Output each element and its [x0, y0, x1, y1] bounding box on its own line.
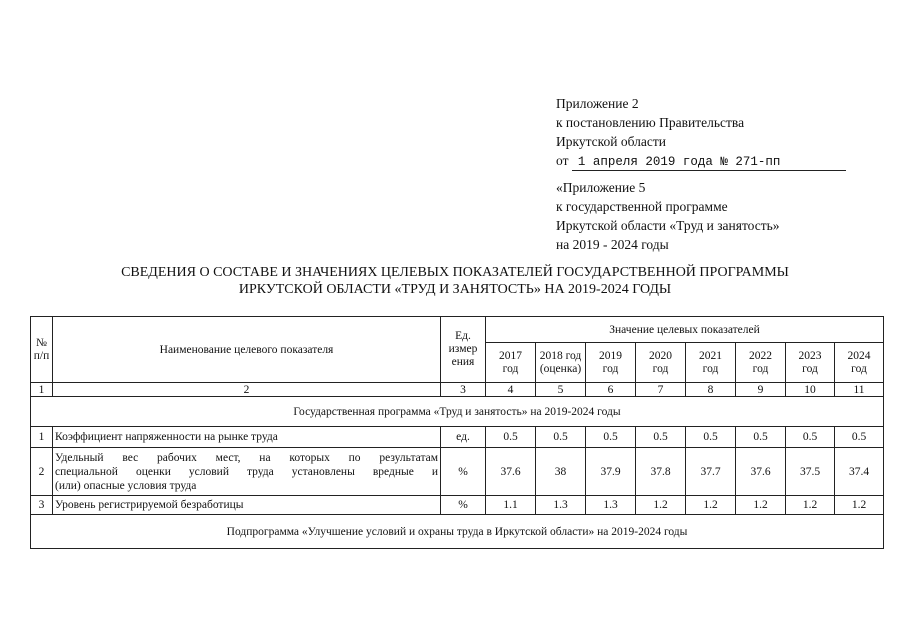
indicator-name: Коэффициент напряженности на рынке труда [53, 427, 441, 448]
annex-2-line: к постановлению Правительства [556, 115, 745, 130]
annex-2-block [556, 94, 846, 171]
value-cell: 37.7 [686, 448, 736, 496]
header-year: 2024 год [835, 343, 884, 383]
column-number: 3 [441, 383, 486, 397]
row-number: 1 [31, 427, 53, 448]
subprogram-section-title: Подпрограмма «Улучшение условий и охраны труда в Иркутской области» на 2019-2024 годы [31, 515, 884, 549]
annex-5-block [556, 178, 780, 254]
resolution-date-line [556, 151, 846, 171]
section-row [31, 397, 884, 427]
column-number: 11 [835, 383, 884, 397]
column-number: 4 [486, 383, 536, 397]
value-cell: 37.8 [636, 448, 686, 496]
annex-5-line: к государственной программе [556, 199, 728, 214]
value-cell: 1.2 [636, 496, 686, 515]
annex-5-line: на 2019 - 2024 годы [556, 237, 669, 252]
title-line: ИРКУТСКОЙ ОБЛАСТИ «ТРУД И ЗАНЯТОСТЬ» НА 2019-2024 ГОДЫ [238, 282, 672, 297]
column-number: 9 [736, 383, 786, 397]
value-cell: 1.2 [686, 496, 736, 515]
value-cell: 0.5 [686, 427, 736, 448]
value-cell: 37.5 [786, 448, 835, 496]
header-values-group: Значение целевых показателей [486, 317, 884, 343]
value-cell: 37.9 [586, 448, 636, 496]
header-year: 2019 год [586, 343, 636, 383]
value-cell: 1.2 [786, 496, 835, 515]
indicator-unit: % [441, 448, 486, 496]
value-cell: 0.5 [736, 427, 786, 448]
annex-5-line: «Приложение 5 [556, 180, 646, 195]
column-number: 8 [686, 383, 736, 397]
from-label: от [556, 153, 569, 168]
indicator-unit: ед. [441, 427, 486, 448]
column-number: 6 [586, 383, 636, 397]
column-number: 10 [786, 383, 835, 397]
value-cell: 37.6 [486, 448, 536, 496]
title-line: СВЕДЕНИЯ О СОСТАВЕ И ЗНАЧЕНИЯХ ЦЕЛЕВЫХ ПОКАЗАТЕЛЕЙ ГОСУДАРСТВЕННОЙ ПРОГРАММЫ [121, 265, 789, 280]
indicator-name: Уровень регистрируемой безработицы [53, 496, 441, 515]
section-row [31, 515, 884, 549]
value-cell: 0.5 [786, 427, 835, 448]
value-cell: 1.3 [536, 496, 586, 515]
value-cell: 1.2 [736, 496, 786, 515]
column-number: 7 [636, 383, 686, 397]
program-section-title: Государственная программа «Труд и занятость» на 2019-2024 годы [31, 397, 884, 427]
header-unit: Ед. измер ения [441, 317, 486, 383]
value-cell: 37.6 [736, 448, 786, 496]
value-cell: 0.5 [835, 427, 884, 448]
indicator-name: Удельный вес рабочих мест, на которых по результатам специальной оценки условий труда установлены вредные и (или) опасные условия труда [53, 448, 441, 496]
value-cell: 37.4 [835, 448, 884, 496]
value-cell: 0.5 [636, 427, 686, 448]
header-num: № п/п [31, 317, 53, 383]
value-cell: 1.1 [486, 496, 536, 515]
document-title [40, 264, 870, 298]
column-numbers-row [31, 383, 884, 397]
header-year: 2017 год [486, 343, 536, 383]
header-year: 2022 год [736, 343, 786, 383]
header-year: 2023 год [786, 343, 835, 383]
row-number: 3 [31, 496, 53, 515]
value-cell: 0.5 [586, 427, 636, 448]
value-cell: 0.5 [536, 427, 586, 448]
annex-2-line: Приложение 2 [556, 96, 639, 111]
table-row [31, 448, 884, 496]
table-row [31, 427, 884, 448]
header-year: 2021 год [686, 343, 736, 383]
indicators-table [30, 316, 884, 549]
header-year: 2018 год (оценка) [536, 343, 586, 383]
value-cell: 1.3 [586, 496, 636, 515]
column-number: 1 [31, 383, 53, 397]
value-cell: 1.2 [835, 496, 884, 515]
header-year: 2020 год [636, 343, 686, 383]
value-cell: 0.5 [486, 427, 536, 448]
indicator-unit: % [441, 496, 486, 515]
header-name: Наименование целевого показателя [53, 317, 441, 383]
column-number: 2 [53, 383, 441, 397]
annex-5-line: Иркутской области «Труд и занятость» [556, 218, 780, 233]
column-number: 5 [536, 383, 586, 397]
annex-2-line: Иркутской области [556, 134, 667, 149]
handwritten-date: 1 апреля 2019 года № 271-пп [572, 155, 846, 171]
row-number: 2 [31, 448, 53, 496]
value-cell: 38 [536, 448, 586, 496]
header-row [31, 317, 884, 343]
table-row [31, 496, 884, 515]
